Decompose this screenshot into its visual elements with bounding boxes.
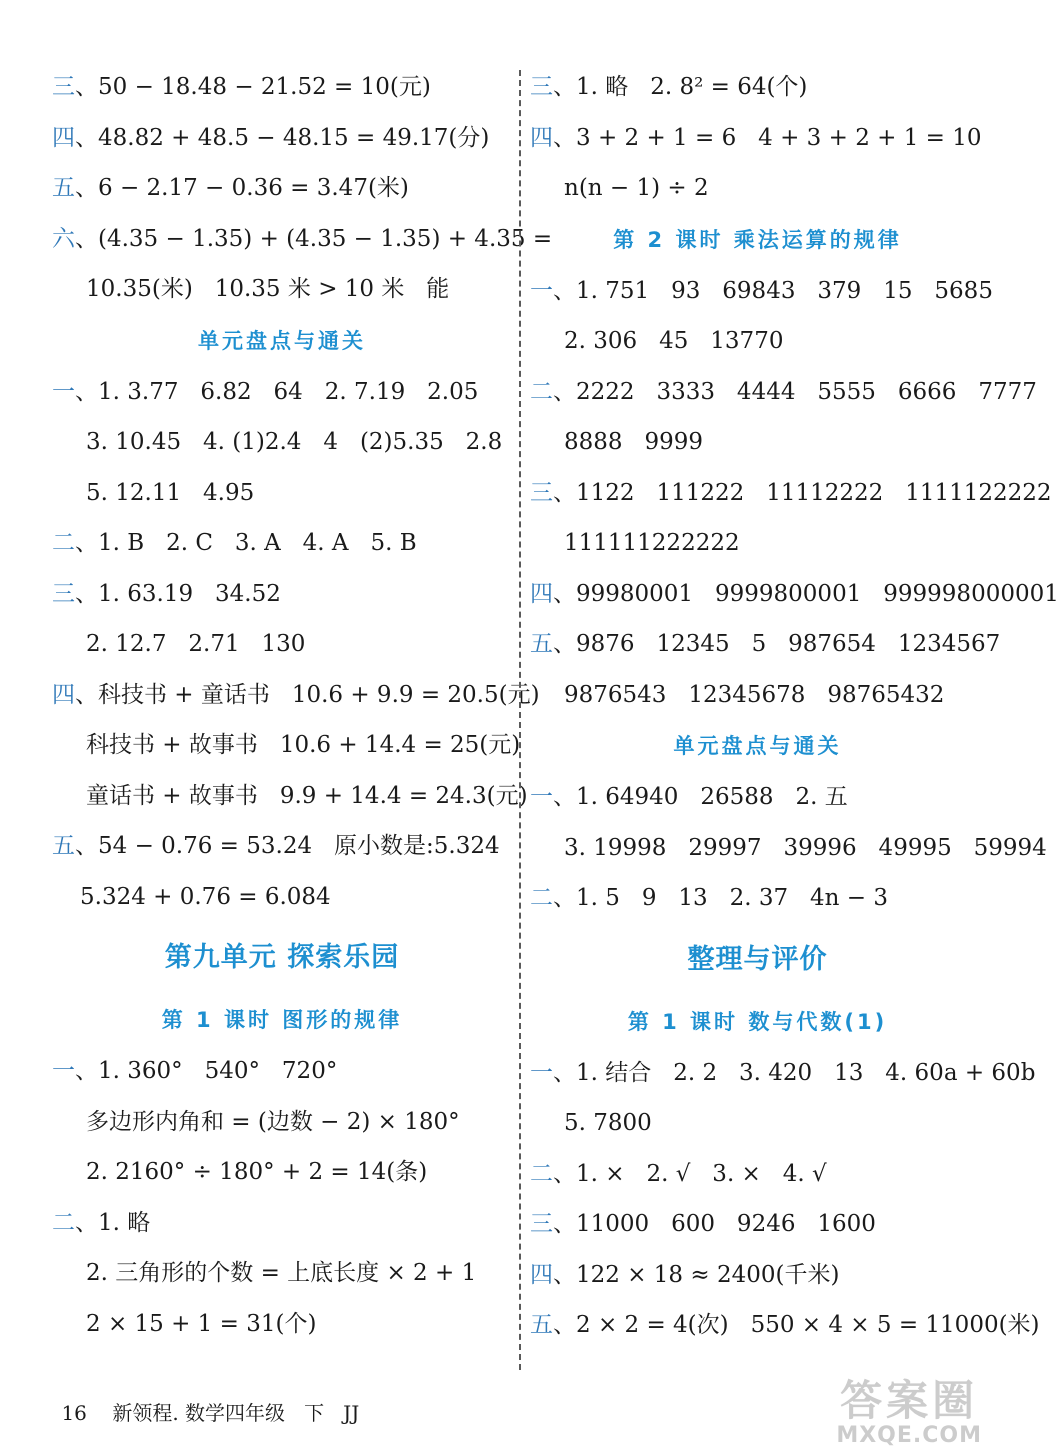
question-number: 三 bbox=[52, 74, 75, 100]
answer-line bbox=[530, 1149, 985, 1200]
section-heading: 第 2 课时 乘法运算的规律 bbox=[613, 227, 902, 252]
question-number: 一 bbox=[52, 1058, 75, 1084]
answer-line bbox=[530, 569, 1059, 620]
answer-line bbox=[530, 163, 985, 214]
answer-line bbox=[52, 62, 512, 113]
answer-line bbox=[52, 619, 512, 670]
answer-line bbox=[52, 1198, 512, 1249]
answer-text: 5.324 + 0.76 = 6.084 bbox=[80, 883, 331, 910]
left-column bbox=[52, 62, 553, 1349]
answer-text: 、1122 111222 11112222 1111122222 bbox=[553, 479, 1052, 506]
answer-text: 、1. 63.19 34.52 bbox=[75, 580, 281, 607]
question-number: 五 bbox=[52, 833, 75, 859]
answer-line bbox=[52, 1248, 512, 1299]
answer-text: 、(4.35 − 1.35) + (4.35 − 1.35) + 4.35 = bbox=[75, 225, 553, 252]
answer-text: 9876543 12345678 98765432 bbox=[564, 681, 945, 708]
answer-text: 10.35(米) 10.35 米 > 10 米 能 bbox=[86, 276, 450, 302]
answer-line bbox=[530, 670, 985, 721]
question-number: 四 bbox=[530, 124, 553, 151]
question-number: 四 bbox=[52, 124, 75, 151]
right-column bbox=[530, 62, 1059, 1351]
answer-line bbox=[530, 619, 1001, 670]
answer-line bbox=[52, 214, 553, 265]
answer-text: 3. 19998 29997 39996 49995 59994 bbox=[564, 834, 1047, 861]
answer-text: 111111222222 bbox=[564, 530, 740, 556]
answer-line bbox=[530, 518, 985, 569]
answer-text: 、3 + 2 + 1 = 6 4 + 3 + 2 + 1 = 10 bbox=[553, 124, 982, 151]
question-number: 三 bbox=[52, 580, 75, 607]
answer-line bbox=[530, 1250, 985, 1301]
answer-text: 多边形内角和 = (边数 − 2) × 180° bbox=[86, 1108, 460, 1135]
answer-text: 、1. 略 bbox=[75, 1209, 151, 1236]
answer-text: 、1. 751 93 69843 379 15 5685 bbox=[553, 277, 993, 304]
answer-text: 、48.82 + 48.5 − 48.15 = 49.17(分) bbox=[75, 124, 490, 151]
answer-text: 、2 × 2 = 4(次) 550 × 4 × 5 = 11000(米) bbox=[553, 1312, 1040, 1338]
answer-text: 、1. 5 9 13 2. 37 4n − 3 bbox=[553, 885, 889, 911]
answer-line bbox=[530, 1098, 985, 1149]
answer-line bbox=[530, 772, 985, 823]
question-number: 三 bbox=[530, 74, 553, 100]
answer-text: n(n − 1) ÷ 2 bbox=[564, 175, 709, 201]
question-number: 六 bbox=[52, 225, 75, 252]
watermark bbox=[836, 1378, 982, 1448]
answer-line bbox=[52, 468, 512, 519]
answer-line bbox=[530, 1199, 985, 1250]
answer-line bbox=[52, 163, 512, 214]
page-number: 16 bbox=[61, 1401, 87, 1425]
question-number: 四 bbox=[530, 580, 553, 607]
question-number: 三 bbox=[530, 479, 553, 506]
answer-line bbox=[52, 1097, 512, 1148]
answer-line bbox=[52, 569, 512, 620]
answer-text: 2. 306 45 13770 bbox=[564, 328, 784, 354]
watermark-logo: 答案圈 bbox=[840, 1376, 979, 1425]
answer-text: 、1. 结合 2. 2 3. 420 13 4. 60a + 60b bbox=[553, 1059, 1036, 1086]
answer-text: 5. 12.11 4.95 bbox=[86, 479, 255, 506]
answer-line bbox=[52, 1046, 512, 1097]
answer-line bbox=[52, 670, 540, 721]
answer-line bbox=[52, 518, 512, 569]
answer-line bbox=[530, 316, 985, 367]
question-number: 五 bbox=[530, 631, 553, 657]
answer-text: 、1. 64940 26588 2. 五 bbox=[553, 784, 848, 810]
answer-text: 3. 10.45 4. (1)2.4 4 (2)5.35 2.8 bbox=[86, 429, 503, 455]
answer-line bbox=[52, 1147, 512, 1198]
answer-text: 、50 − 18.48 − 21.52 = 10(元) bbox=[75, 74, 431, 100]
section-heading: 第 1 课时 图形的规律 bbox=[161, 1008, 403, 1032]
question-number: 二 bbox=[52, 530, 75, 556]
answer-line bbox=[52, 113, 512, 164]
book-title: 新领程. 数学四年级 下 JJ bbox=[112, 1401, 360, 1425]
answer-text: 、科技书 + 童话书 10.6 + 9.9 = 20.5(元) bbox=[75, 681, 540, 708]
answer-text: 、2222 3333 4444 5555 6666 7777 bbox=[553, 378, 1037, 405]
answer-line bbox=[52, 872, 512, 923]
answer-text: 2 × 15 + 1 = 31(个) bbox=[86, 1310, 317, 1337]
question-number: 一 bbox=[52, 378, 75, 405]
question-number: 一 bbox=[530, 1059, 553, 1086]
answer-line bbox=[530, 113, 985, 164]
answer-line bbox=[530, 1300, 1040, 1351]
watermark-url: MXQE.COM bbox=[836, 1423, 982, 1448]
question-number: 四 bbox=[530, 1261, 553, 1288]
answer-line bbox=[530, 1048, 1036, 1099]
answer-text: 8888 9999 bbox=[564, 429, 703, 455]
question-number: 五 bbox=[52, 175, 75, 201]
answer-line bbox=[52, 720, 521, 771]
answer-text: 、11000 600 9246 1600 bbox=[553, 1211, 876, 1237]
answer-line bbox=[530, 62, 985, 113]
answer-line bbox=[52, 367, 512, 418]
answer-line bbox=[530, 468, 1052, 519]
answer-line bbox=[52, 264, 512, 315]
question-number: 二 bbox=[530, 885, 553, 911]
question-number: 二 bbox=[530, 378, 553, 405]
answer-text: 2. 2160° ÷ 180° + 2 = 14(条) bbox=[86, 1159, 428, 1185]
section-heading: 第 1 课时 数与代数(1) bbox=[627, 1009, 888, 1034]
question-number: 四 bbox=[52, 681, 75, 708]
answer-line bbox=[530, 367, 1037, 418]
section-heading: 单元盘点与通关 bbox=[198, 328, 366, 353]
answer-text: 5. 7800 bbox=[564, 1110, 652, 1136]
answer-text: 、122 × 18 ≈ 2400(千米) bbox=[553, 1261, 840, 1288]
answer-text: 童话书 + 故事书 9.9 + 14.4 = 24.3(元) bbox=[86, 782, 528, 809]
answer-line bbox=[52, 1299, 512, 1350]
answer-text: 、1. 3.77 6.82 64 2. 7.19 2.05 bbox=[75, 378, 479, 405]
answer-line bbox=[530, 823, 1047, 874]
answer-line bbox=[52, 417, 512, 468]
answer-text: 、54 − 0.76 = 53.24 原小数是:5.324 bbox=[75, 833, 500, 859]
answer-text: 科技书 + 故事书 10.6 + 14.4 = 25(元) bbox=[86, 732, 521, 758]
question-number: 一 bbox=[530, 277, 553, 304]
section-heading: 单元盘点与通关 bbox=[673, 734, 842, 758]
question-number: 二 bbox=[530, 1160, 553, 1187]
question-number: 二 bbox=[52, 1209, 75, 1236]
answer-text: 、1. B 2. C 3. A 4. A 5. B bbox=[75, 530, 417, 556]
question-number: 五 bbox=[530, 1312, 553, 1338]
answer-text: 、6 − 2.17 − 0.36 = 3.47(米) bbox=[75, 175, 409, 201]
unit-title: 整理与评价 bbox=[687, 943, 828, 975]
answer-line bbox=[530, 266, 993, 317]
answer-line bbox=[530, 417, 985, 468]
answer-text: 、99980001 9999800001 999998000001 bbox=[553, 580, 1059, 607]
answer-text: 2. 三角形的个数 = 上底长度 × 2 + 1 bbox=[86, 1260, 477, 1286]
answer-line bbox=[530, 873, 985, 924]
answer-line bbox=[52, 821, 512, 872]
unit-title: 第九单元 探索乐园 bbox=[164, 942, 400, 973]
column-divider bbox=[519, 70, 521, 1370]
answer-text: 、9876 12345 5 987654 1234567 bbox=[553, 631, 1001, 657]
answer-line bbox=[52, 771, 528, 822]
question-number: 一 bbox=[530, 784, 553, 810]
answer-text: 、1. 略 2. 8² = 64(个) bbox=[553, 74, 808, 100]
answer-text: 、1. 360° 540° 720° bbox=[75, 1058, 338, 1084]
answer-text: 、1. × 2. √ 3. × 4. √ bbox=[553, 1160, 827, 1187]
question-number: 三 bbox=[530, 1211, 553, 1237]
answer-text: 2. 12.7 2.71 130 bbox=[86, 631, 306, 657]
page-footer bbox=[36, 1373, 359, 1450]
